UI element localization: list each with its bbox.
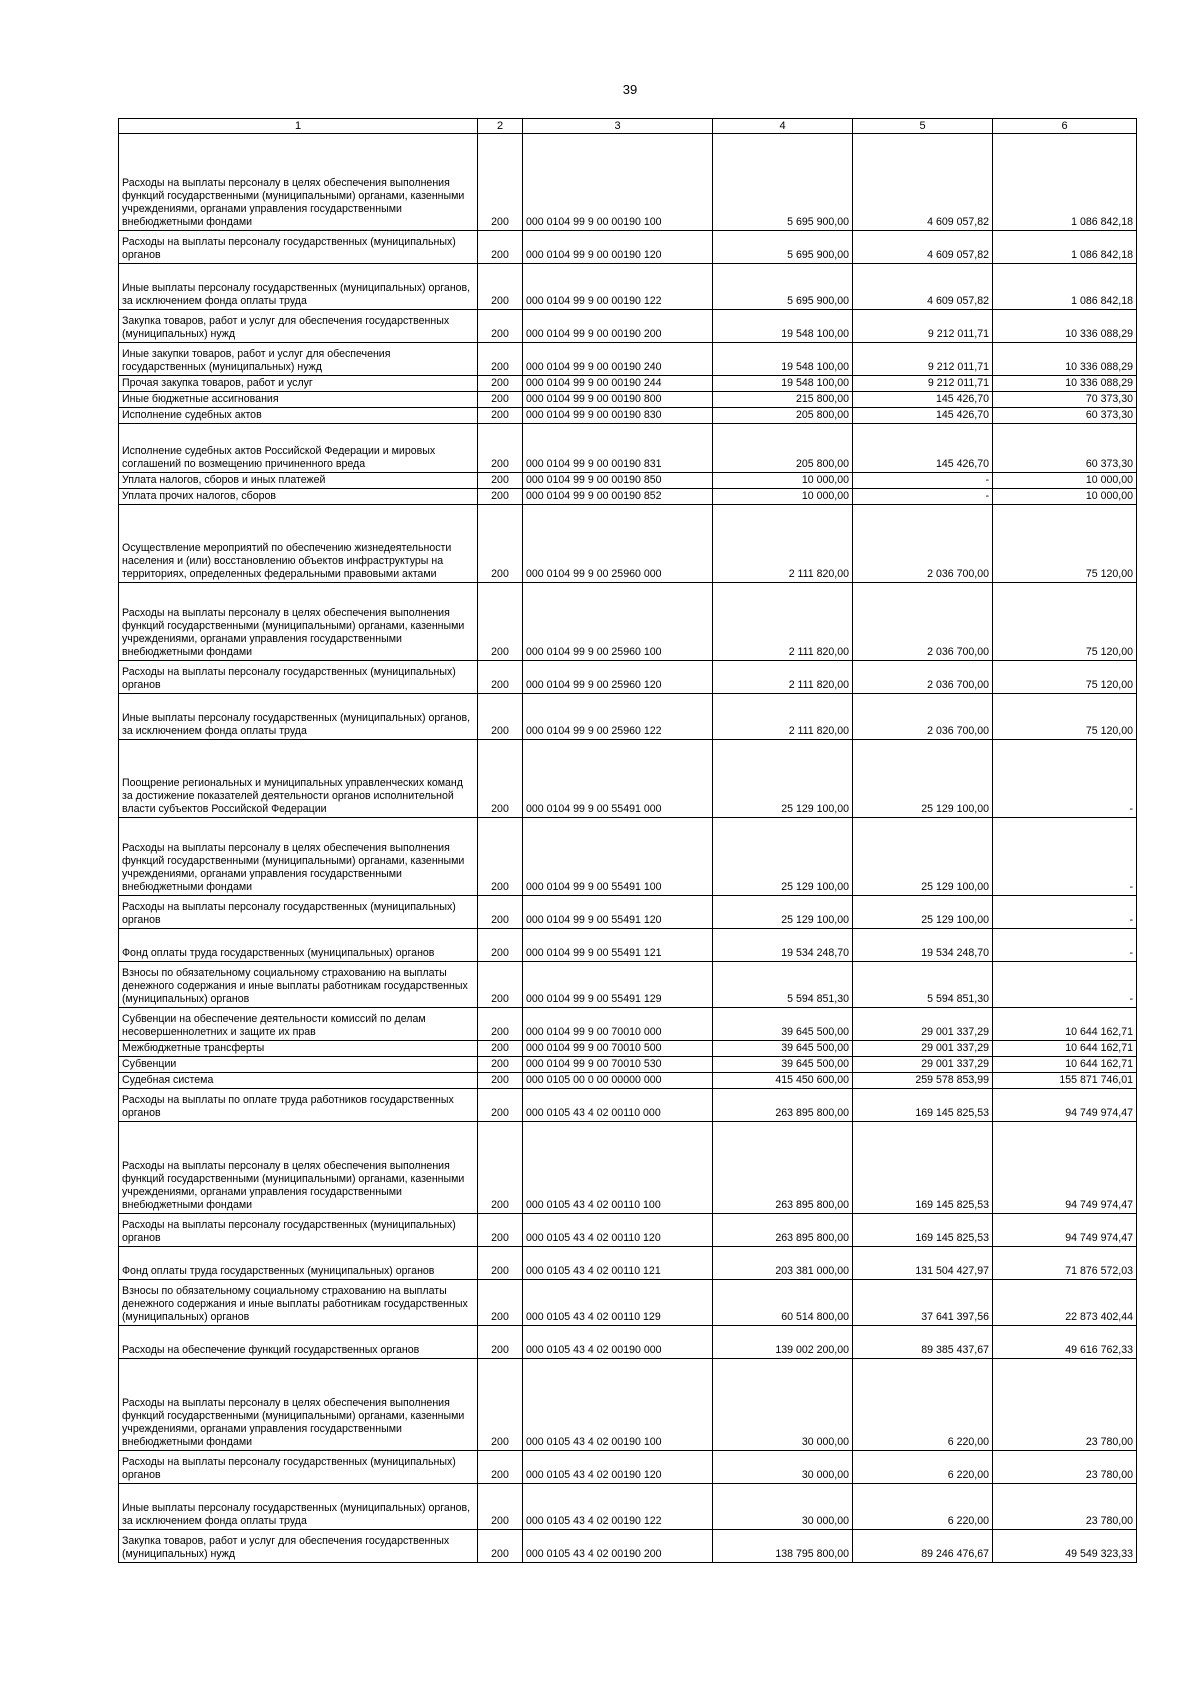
row-approved-amount: 2 111 820,00	[713, 505, 853, 583]
row-line-code: 200	[478, 134, 523, 231]
column-header: 1	[119, 119, 478, 134]
row-approved-amount: 205 800,00	[713, 424, 853, 473]
page-number: 39	[622, 82, 638, 97]
table-row	[119, 343, 1137, 376]
row-executed-amount: 145 426,70	[853, 408, 993, 424]
row-line-code: 200	[478, 1214, 523, 1247]
row-classification-code: 000 0105 43 4 02 00110 129	[523, 1280, 713, 1326]
row-line-code: 200	[478, 1041, 523, 1057]
row-approved-amount: 203 381 000,00	[713, 1247, 853, 1280]
row-line-code: 200	[478, 231, 523, 264]
row-unexecuted-amount: 1 086 842,18	[993, 264, 1137, 310]
row-unexecuted-amount: -	[993, 962, 1137, 1008]
row-unexecuted-amount: 23 780,00	[993, 1484, 1137, 1530]
row-line-code: 200	[478, 1122, 523, 1214]
table-row	[119, 661, 1137, 694]
row-line-code: 200	[478, 1073, 523, 1089]
row-executed-amount: 9 212 011,71	[853, 310, 993, 343]
table-row	[119, 1530, 1137, 1563]
row-executed-amount: 259 578 853,99	[853, 1073, 993, 1089]
row-name: Расходы на выплаты персоналу в целях обеспечения выполнения функций государственными (муниципальными) органами, казенными учреждениями, органами управления государственными внебюджетными фондами	[119, 134, 478, 231]
row-approved-amount: 263 895 800,00	[713, 1122, 853, 1214]
table-row	[119, 1214, 1137, 1247]
row-classification-code: 000 0104 99 9 00 00190 800	[523, 392, 713, 408]
row-unexecuted-amount: 60 373,30	[993, 408, 1137, 424]
row-executed-amount: 19 534 248,70	[853, 929, 993, 962]
row-classification-code: 000 0105 43 4 02 00190 000	[523, 1326, 713, 1359]
row-unexecuted-amount: 1 086 842,18	[993, 134, 1137, 231]
row-line-code: 200	[478, 1451, 523, 1484]
row-name: Субвенции	[119, 1057, 478, 1073]
column-header: 2	[478, 119, 523, 134]
row-line-code: 200	[478, 343, 523, 376]
row-name: Расходы на выплаты персоналу государственных (муниципальных) органов	[119, 896, 478, 929]
row-classification-code: 000 0105 43 4 02 00110 100	[523, 1122, 713, 1214]
row-unexecuted-amount: 22 873 402,44	[993, 1280, 1137, 1326]
row-name: Иные выплаты персоналу государственных (муниципальных) органов, за исключением фонда оплаты труда	[119, 264, 478, 310]
row-name: Поощрение региональных и муниципальных управленческих команд за достижение показателей деятельности органов исполнительной власти субъектов Российской Федерации	[119, 740, 478, 818]
row-executed-amount: 89 246 476,67	[853, 1530, 993, 1563]
row-executed-amount: 4 609 057,82	[853, 134, 993, 231]
row-executed-amount: 29 001 337,29	[853, 1041, 993, 1057]
row-name: Закупка товаров, работ и услуг для обеспечения государственных (муниципальных) нужд	[119, 310, 478, 343]
row-unexecuted-amount: 23 780,00	[993, 1359, 1137, 1451]
row-approved-amount: 5 695 900,00	[713, 231, 853, 264]
row-approved-amount: 2 111 820,00	[713, 694, 853, 740]
row-unexecuted-amount: 23 780,00	[993, 1451, 1137, 1484]
table-row	[119, 310, 1137, 343]
row-executed-amount: 25 129 100,00	[853, 740, 993, 818]
row-name: Расходы на выплаты персоналу государственных (муниципальных) органов	[119, 661, 478, 694]
row-approved-amount: 25 129 100,00	[713, 896, 853, 929]
row-unexecuted-amount: 75 120,00	[993, 505, 1137, 583]
row-approved-amount: 415 450 600,00	[713, 1073, 853, 1089]
row-name: Фонд оплаты труда государственных (муниципальных) органов	[119, 929, 478, 962]
row-executed-amount: 25 129 100,00	[853, 896, 993, 929]
row-executed-amount: 169 145 825,53	[853, 1122, 993, 1214]
row-executed-amount: 131 504 427,97	[853, 1247, 993, 1280]
row-line-code: 200	[478, 473, 523, 489]
row-unexecuted-amount: 94 749 974,47	[993, 1122, 1137, 1214]
table-row	[119, 694, 1137, 740]
row-unexecuted-amount: -	[993, 818, 1137, 896]
row-name: Расходы на выплаты по оплате труда работников государственных органов	[119, 1089, 478, 1122]
column-header: 4	[713, 119, 853, 134]
row-executed-amount: 4 609 057,82	[853, 231, 993, 264]
table-row	[119, 1451, 1137, 1484]
row-executed-amount: 9 212 011,71	[853, 376, 993, 392]
row-line-code: 200	[478, 1247, 523, 1280]
row-classification-code: 000 0104 99 9 00 00190 850	[523, 473, 713, 489]
row-name: Расходы на выплаты персоналу в целях обеспечения выполнения функций государственными (муниципальными) органами, казенными учреждениями, органами управления государственными внебюджетными фондами	[119, 583, 478, 661]
row-executed-amount: 145 426,70	[853, 424, 993, 473]
row-executed-amount: 5 594 851,30	[853, 962, 993, 1008]
table-row	[119, 231, 1137, 264]
row-classification-code: 000 0104 99 9 00 55491 129	[523, 962, 713, 1008]
row-name: Расходы на выплаты персоналу в целях обеспечения выполнения функций государственными (муниципальными) органами, казенными учреждениями, органами управления государственными внебюджетными фондами	[119, 818, 478, 896]
row-unexecuted-amount: -	[993, 896, 1137, 929]
table-row	[119, 473, 1137, 489]
row-approved-amount: 25 129 100,00	[713, 818, 853, 896]
table-row	[119, 740, 1137, 818]
row-line-code: 200	[478, 1057, 523, 1073]
row-line-code: 200	[478, 1089, 523, 1122]
row-unexecuted-amount: -	[993, 929, 1137, 962]
table-row	[119, 1057, 1137, 1073]
row-classification-code: 000 0104 99 9 00 00190 831	[523, 424, 713, 473]
table-row	[119, 1484, 1137, 1530]
row-executed-amount: 25 129 100,00	[853, 818, 993, 896]
row-executed-amount: 2 036 700,00	[853, 661, 993, 694]
row-unexecuted-amount: 75 120,00	[993, 661, 1137, 694]
row-unexecuted-amount: 10 336 088,29	[993, 376, 1137, 392]
row-classification-code: 000 0104 99 9 00 00190 100	[523, 134, 713, 231]
row-name: Межбюджетные трансферты	[119, 1041, 478, 1057]
row-line-code: 200	[478, 1326, 523, 1359]
row-approved-amount: 19 534 248,70	[713, 929, 853, 962]
row-unexecuted-amount: 1 086 842,18	[993, 231, 1137, 264]
row-executed-amount: 6 220,00	[853, 1484, 993, 1530]
row-approved-amount: 139 002 200,00	[713, 1326, 853, 1359]
table-row	[119, 1359, 1137, 1451]
row-unexecuted-amount: 10 644 162,71	[993, 1041, 1137, 1057]
row-line-code: 200	[478, 489, 523, 505]
row-executed-amount: 2 036 700,00	[853, 583, 993, 661]
row-approved-amount: 30 000,00	[713, 1484, 853, 1530]
row-name: Иные бюджетные ассигнования	[119, 392, 478, 408]
table-row	[119, 962, 1137, 1008]
row-approved-amount: 10 000,00	[713, 473, 853, 489]
row-line-code: 200	[478, 661, 523, 694]
row-line-code: 200	[478, 1008, 523, 1041]
row-classification-code: 000 0105 43 4 02 00110 121	[523, 1247, 713, 1280]
row-approved-amount: 5 695 900,00	[713, 264, 853, 310]
row-approved-amount: 138 795 800,00	[713, 1530, 853, 1563]
row-classification-code: 000 0105 43 4 02 00190 200	[523, 1530, 713, 1563]
row-approved-amount: 263 895 800,00	[713, 1214, 853, 1247]
row-executed-amount: 29 001 337,29	[853, 1057, 993, 1073]
row-line-code: 200	[478, 962, 523, 1008]
row-name: Расходы на выплаты персоналу государственных (муниципальных) органов	[119, 231, 478, 264]
row-name: Иные выплаты персоналу государственных (муниципальных) органов, за исключением фонда оплаты труда	[119, 694, 478, 740]
row-approved-amount: 2 111 820,00	[713, 583, 853, 661]
row-unexecuted-amount: 10 336 088,29	[993, 343, 1137, 376]
row-approved-amount: 5 594 851,30	[713, 962, 853, 1008]
row-name: Исполнение судебных актов	[119, 408, 478, 424]
row-line-code: 200	[478, 896, 523, 929]
row-name: Расходы на выплаты персоналу в целях обеспечения выполнения функций государственными (муниципальными) органами, казенными учреждениями, органами управления государственными внебюджетными фондами	[119, 1122, 478, 1214]
row-classification-code: 000 0104 99 9 00 70010 500	[523, 1041, 713, 1057]
table-row	[119, 896, 1137, 929]
row-approved-amount: 39 645 500,00	[713, 1041, 853, 1057]
row-executed-amount: 6 220,00	[853, 1451, 993, 1484]
row-name: Исполнение судебных актов Российской Федерации и мировых соглашений по возмещению причиненного вреда	[119, 424, 478, 473]
row-unexecuted-amount: 155 871 746,01	[993, 1073, 1137, 1089]
table-row	[119, 1089, 1137, 1122]
row-executed-amount: 4 609 057,82	[853, 264, 993, 310]
table-row	[119, 1326, 1137, 1359]
row-approved-amount: 19 548 100,00	[713, 376, 853, 392]
row-executed-amount: 9 212 011,71	[853, 343, 993, 376]
table-row	[119, 392, 1137, 408]
row-unexecuted-amount: 49 616 762,33	[993, 1326, 1137, 1359]
row-unexecuted-amount: 10 644 162,71	[993, 1057, 1137, 1073]
row-classification-code: 000 0104 99 9 00 00190 200	[523, 310, 713, 343]
row-line-code: 200	[478, 376, 523, 392]
row-classification-code: 000 0105 00 0 00 00000 000	[523, 1073, 713, 1089]
header-row	[119, 119, 1137, 134]
table-row	[119, 376, 1137, 392]
row-executed-amount: 2 036 700,00	[853, 694, 993, 740]
row-name: Закупка товаров, работ и услуг для обеспечения государственных (муниципальных) нужд	[119, 1530, 478, 1563]
row-executed-amount: -	[853, 489, 993, 505]
row-classification-code: 000 0105 43 4 02 00190 100	[523, 1359, 713, 1451]
row-unexecuted-amount: 71 876 572,03	[993, 1247, 1137, 1280]
row-unexecuted-amount: 10 000,00	[993, 473, 1137, 489]
table-row	[119, 929, 1137, 962]
row-line-code: 200	[478, 264, 523, 310]
row-executed-amount: 29 001 337,29	[853, 1008, 993, 1041]
row-approved-amount: 205 800,00	[713, 408, 853, 424]
row-classification-code: 000 0104 99 9 00 00190 830	[523, 408, 713, 424]
row-line-code: 200	[478, 1359, 523, 1451]
row-line-code: 200	[478, 694, 523, 740]
row-unexecuted-amount: 60 373,30	[993, 424, 1137, 473]
row-classification-code: 000 0104 99 9 00 55491 100	[523, 818, 713, 896]
row-unexecuted-amount: 70 373,30	[993, 392, 1137, 408]
row-line-code: 200	[478, 392, 523, 408]
row-line-code: 200	[478, 818, 523, 896]
row-line-code: 200	[478, 1484, 523, 1530]
row-line-code: 200	[478, 740, 523, 818]
row-name: Расходы на выплаты персоналу в целях обеспечения выполнения функций государственными (муниципальными) органами, казенными учреждениями, органами управления государственными внебюджетными фондами	[119, 1359, 478, 1451]
row-approved-amount: 215 800,00	[713, 392, 853, 408]
row-classification-code: 000 0104 99 9 00 00190 244	[523, 376, 713, 392]
row-line-code: 200	[478, 929, 523, 962]
row-classification-code: 000 0105 43 4 02 00110 120	[523, 1214, 713, 1247]
row-classification-code: 000 0105 43 4 02 00110 000	[523, 1089, 713, 1122]
row-unexecuted-amount: 94 749 974,47	[993, 1089, 1137, 1122]
row-name: Расходы на обеспечение функций государственных органов	[119, 1326, 478, 1359]
row-classification-code: 000 0105 43 4 02 00190 120	[523, 1451, 713, 1484]
row-approved-amount: 60 514 800,00	[713, 1280, 853, 1326]
row-executed-amount: 145 426,70	[853, 392, 993, 408]
row-name: Иные закупки товаров, работ и услуг для обеспечения государственных (муниципальных) нужд	[119, 343, 478, 376]
row-line-code: 200	[478, 408, 523, 424]
row-name: Прочая закупка товаров, работ и услуг	[119, 376, 478, 392]
row-name: Взносы по обязательному социальному страхованию на выплаты денежного содержания и иные выплаты работникам государственных (муниципальных) органов	[119, 962, 478, 1008]
row-unexecuted-amount: 10 336 088,29	[993, 310, 1137, 343]
row-name: Осуществление мероприятий по обеспечению жизнедеятельности населения и (или) восстановлению объектов инфраструктуры на территориях, определенных федеральными правовыми актами	[119, 505, 478, 583]
column-header: 6	[993, 119, 1137, 134]
table-row	[119, 1122, 1137, 1214]
table-row	[119, 505, 1137, 583]
row-approved-amount: 10 000,00	[713, 489, 853, 505]
row-executed-amount: 169 145 825,53	[853, 1214, 993, 1247]
row-classification-code: 000 0104 99 9 00 25960 000	[523, 505, 713, 583]
row-classification-code: 000 0104 99 9 00 55491 121	[523, 929, 713, 962]
row-executed-amount: -	[853, 473, 993, 489]
row-name: Субвенции на обеспечение деятельности комиссий по делам несовершеннолетних и защите их прав	[119, 1008, 478, 1041]
row-approved-amount: 25 129 100,00	[713, 740, 853, 818]
column-header: 5	[853, 119, 993, 134]
row-name: Взносы по обязательному социальному страхованию на выплаты денежного содержания и иные выплаты работникам государственных (муниципальных) органов	[119, 1280, 478, 1326]
table-row	[119, 264, 1137, 310]
row-name: Уплата прочих налогов, сборов	[119, 489, 478, 505]
row-approved-amount: 19 548 100,00	[713, 310, 853, 343]
row-name: Расходы на выплаты персоналу государственных (муниципальных) органов	[119, 1214, 478, 1247]
row-executed-amount: 37 641 397,56	[853, 1280, 993, 1326]
row-line-code: 200	[478, 424, 523, 473]
row-unexecuted-amount: 10 000,00	[993, 489, 1137, 505]
row-line-code: 200	[478, 1530, 523, 1563]
table-row	[119, 1041, 1137, 1057]
row-classification-code: 000 0104 99 9 00 70010 000	[523, 1008, 713, 1041]
row-unexecuted-amount: 75 120,00	[993, 583, 1137, 661]
table-row	[119, 1073, 1137, 1089]
row-classification-code: 000 0104 99 9 00 25960 120	[523, 661, 713, 694]
row-approved-amount: 19 548 100,00	[713, 343, 853, 376]
row-classification-code: 000 0104 99 9 00 25960 122	[523, 694, 713, 740]
table-row	[119, 134, 1137, 231]
row-unexecuted-amount: 10 644 162,71	[993, 1008, 1137, 1041]
row-line-code: 200	[478, 583, 523, 661]
row-executed-amount: 89 385 437,67	[853, 1326, 993, 1359]
row-unexecuted-amount: 75 120,00	[993, 694, 1137, 740]
row-unexecuted-amount: 49 549 323,33	[993, 1530, 1137, 1563]
row-classification-code: 000 0105 43 4 02 00190 122	[523, 1484, 713, 1530]
row-approved-amount: 263 895 800,00	[713, 1089, 853, 1122]
row-approved-amount: 5 695 900,00	[713, 134, 853, 231]
row-executed-amount: 169 145 825,53	[853, 1089, 993, 1122]
row-name: Уплата налогов, сборов и иных платежей	[119, 473, 478, 489]
row-approved-amount: 39 645 500,00	[713, 1008, 853, 1041]
row-name: Фонд оплаты труда государственных (муниципальных) органов	[119, 1247, 478, 1280]
row-line-code: 200	[478, 310, 523, 343]
row-classification-code: 000 0104 99 9 00 00190 240	[523, 343, 713, 376]
row-classification-code: 000 0104 99 9 00 70010 530	[523, 1057, 713, 1073]
row-name: Иные выплаты персоналу государственных (муниципальных) органов, за исключением фонда оплаты труда	[119, 1484, 478, 1530]
row-approved-amount: 2 111 820,00	[713, 661, 853, 694]
row-approved-amount: 30 000,00	[713, 1359, 853, 1451]
row-unexecuted-amount: 94 749 974,47	[993, 1214, 1137, 1247]
table-row	[119, 1280, 1137, 1326]
table-row	[119, 818, 1137, 896]
column-header: 3	[523, 119, 713, 134]
table-row	[119, 408, 1137, 424]
table-row	[119, 489, 1137, 505]
row-classification-code: 000 0104 99 9 00 55491 000	[523, 740, 713, 818]
row-approved-amount: 39 645 500,00	[713, 1057, 853, 1073]
row-name: Расходы на выплаты персоналу государственных (муниципальных) органов	[119, 1451, 478, 1484]
row-executed-amount: 2 036 700,00	[853, 505, 993, 583]
row-name: Судебная система	[119, 1073, 478, 1089]
row-classification-code: 000 0104 99 9 00 00190 122	[523, 264, 713, 310]
row-executed-amount: 6 220,00	[853, 1359, 993, 1451]
row-line-code: 200	[478, 1280, 523, 1326]
table-row	[119, 1247, 1137, 1280]
row-line-code: 200	[478, 505, 523, 583]
table-row	[119, 1008, 1137, 1041]
table-body	[119, 134, 1137, 1563]
row-classification-code: 000 0104 99 9 00 00190 120	[523, 231, 713, 264]
row-approved-amount: 30 000,00	[713, 1451, 853, 1484]
table-row	[119, 424, 1137, 473]
table-row	[119, 583, 1137, 661]
row-classification-code: 000 0104 99 9 00 55491 120	[523, 896, 713, 929]
budget-execution-table	[118, 118, 1137, 1563]
row-classification-code: 000 0104 99 9 00 00190 852	[523, 489, 713, 505]
row-unexecuted-amount: -	[993, 740, 1137, 818]
row-classification-code: 000 0104 99 9 00 25960 100	[523, 583, 713, 661]
